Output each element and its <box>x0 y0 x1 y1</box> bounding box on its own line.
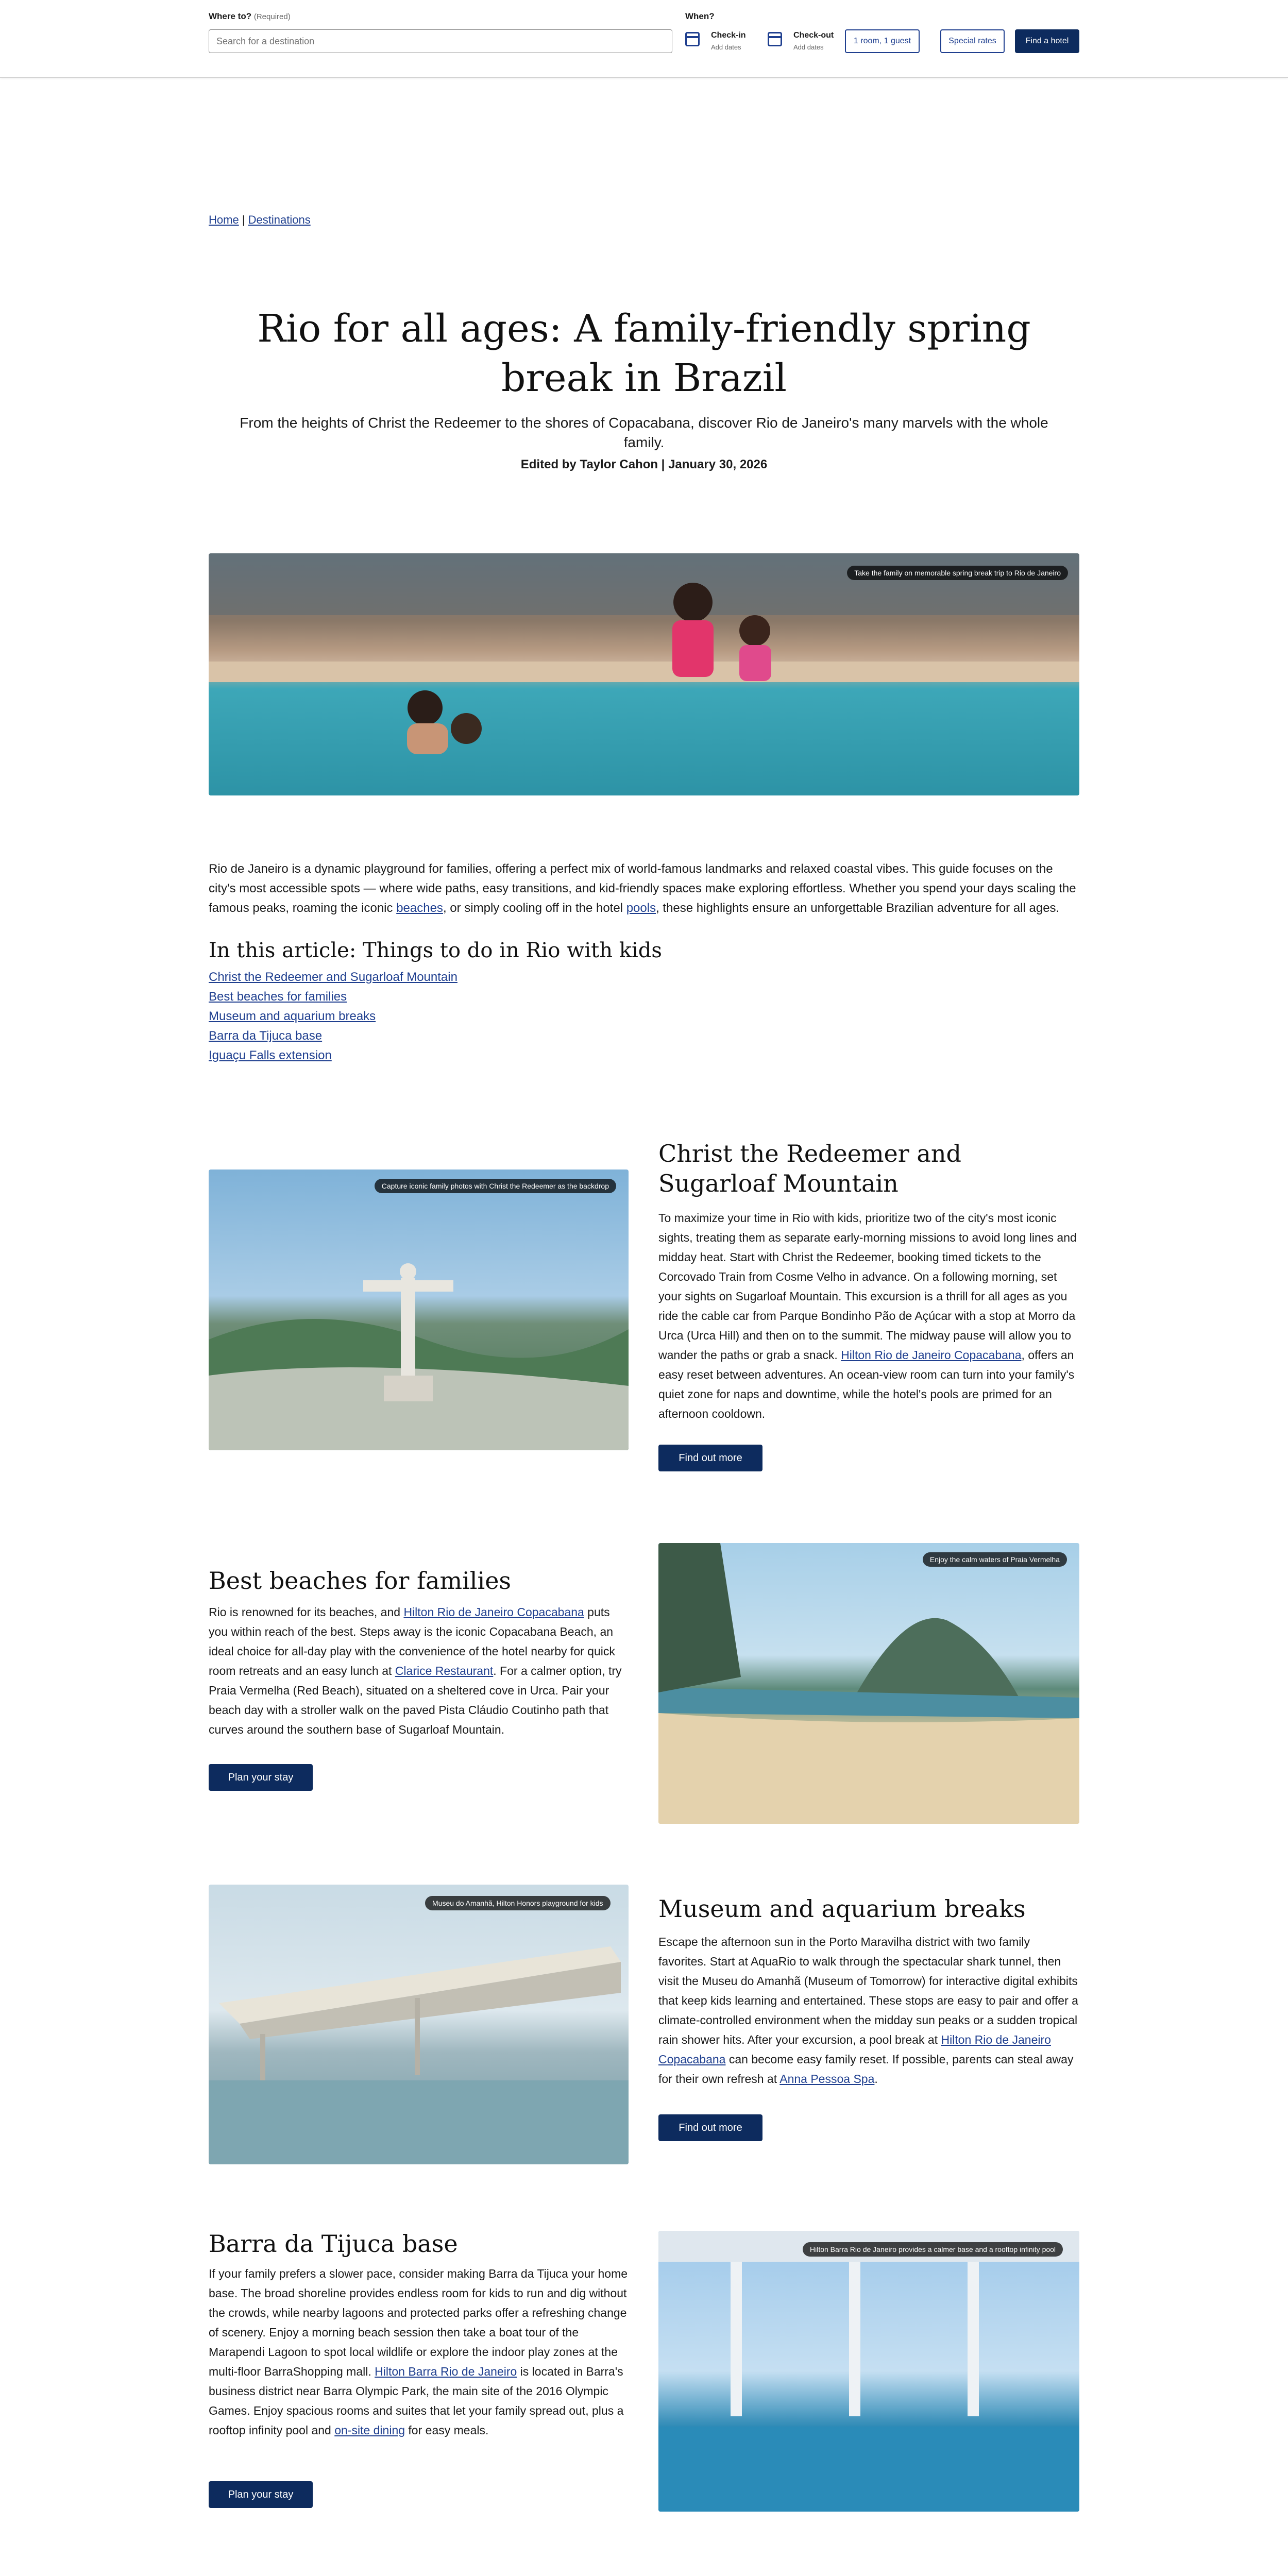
when-label: When? <box>685 11 715 21</box>
checkout-sub: Add dates <box>793 43 824 51</box>
toc-link[interactable]: Barra da Tijuca base <box>209 1029 323 1043</box>
hero-caption: Take the family on memorable spring break trip to Rio de Janeiro <box>847 566 1068 580</box>
museum-heading: Museum and aquarium breaks <box>658 1895 1026 1923</box>
barra-caption: Hilton Barra Rio de Janeiro provides a calmer base and a rooftop infinity pool <box>803 2242 1063 2257</box>
search-header <box>0 0 1288 78</box>
beaches-plan-your-stay-button[interactable]: Plan your stay <box>209 1764 313 1791</box>
checkin-label[interactable]: Check-in <box>711 31 746 40</box>
title-block <box>196 304 1092 403</box>
special-rates-button[interactable]: Special rates <box>940 29 1005 53</box>
museum-image <box>209 1885 629 2164</box>
calendar-icon[interactable] <box>685 32 700 46</box>
pools-link[interactable]: pools <box>626 901 656 915</box>
barra-illustration <box>658 2231 1079 2512</box>
hero-image <box>209 553 1079 795</box>
table-of-contents <box>209 968 457 1065</box>
toc-link[interactable]: Museum and aquarium breaks <box>209 1009 376 1023</box>
museum-find-out-more-button[interactable]: Find out more <box>658 2114 762 2141</box>
dining-link[interactable]: on-site dining <box>334 2424 405 2437</box>
intro-paragraph: Rio de Janeiro is a dynamic playground for families, offering a perfect mix of world-famous landmarks and relaxed coastal vibes. This guide focuses on the city's most accessible spots — where wide paths, easy transitions, and kid-friendly spaces make exploring effortless. Whether you spend your days scaling the famous peaks, roaming the iconic beaches, or simply cooling off in the hotel pools, these highlights ensure an unforgettable Brazilian adventure for all ages. <box>209 862 1076 915</box>
hotel-link[interactable]: Hilton Barra Rio de Janeiro <box>375 2365 517 2378</box>
rooms-guests-button[interactable]: 1 room, 1 guest <box>845 29 920 53</box>
restaurant-link[interactable]: Clarice Restaurant <box>395 1664 494 1677</box>
barra-plan-your-stay-button[interactable]: Plan your stay <box>209 2481 313 2508</box>
spa-link[interactable]: Anna Pessoa Spa <box>779 2072 875 2086</box>
beaches-text: Rio is renowned for its beaches, and Hilton Rio de Janeiro Copacabana puts you within reach of the best. Steps away is the iconic Copacabana Beach, an ideal choice for all-day play with the convenience of the hotel nearby for quick room retreats and an easy lunch at Clarice Restaurant. For a calmer option, try Praia Vermelha (Red Beach), situated on a sheltered cove in Urca. Pair your beach day with a stroller walk on the paved Pista Cláudio Coutinho path that curves around the southern base of Sugarloaf Mountain. <box>209 1605 622 1736</box>
barra-text: If your family prefers a slower pace, consider making Barra da Tijuca your home base. The broad shoreline provides endless room for kids to run and dig without the crowds, while nearby lagoons and protected parks offer a refreshing change of scenery. Enjoy a morning beach session then take a boat tour of the Marapendi Lagoon to spot local wildlife or explore the indoor play zones at the multi-floor BarraShopping mall. Hilton Barra Rio de Janeiro is located in Barra's business district near Barra Olympic Park, the main site of the 2016 Olympic Games. Enjoy spacious rooms and suites that let your family spread out, plus a rooftop infinity pool and on-site dining for easy meals. <box>209 2267 628 2437</box>
barra-image <box>658 2231 1079 2512</box>
destination-input[interactable] <box>209 29 672 53</box>
beaches-link[interactable]: beaches <box>396 901 443 915</box>
beaches-heading: Best beaches for families <box>209 1567 512 1595</box>
beach-image <box>658 1543 1079 1824</box>
breadcrumb-destinations[interactable]: Destinations <box>248 213 311 226</box>
museum-caption: Museu do Amanhã, Hilton Honors playground for kids <box>425 1896 611 1910</box>
breadcrumb <box>209 213 311 227</box>
calendar-icon[interactable] <box>768 32 782 46</box>
page-title: Rio for all ages: A family-friendly spring break in Brazil <box>257 307 1031 400</box>
hero-illustration <box>209 553 1079 795</box>
beach-illustration <box>658 1543 1079 1824</box>
checkout-label[interactable]: Check-out <box>793 31 834 40</box>
christ-heading: Christ the Redeemer and Sugarloaf Mountain <box>658 1140 961 1197</box>
hotel-link[interactable]: Hilton Rio de Janeiro Copacabana <box>841 1348 1022 1362</box>
barra-heading: Barra da Tijuca base <box>209 2230 458 2258</box>
museum-text: Escape the afternoon sun in the Porto Maravilha district with two family favorites. Start at AquaRio to walk through the spectacular shark tunnel, then visit the Museu do Amanhã (Museum of Tomorrow) for interactive digital exhibits that keep kids learning and entertained. These stops are easy to pair and offer a climate-controlled environment when the midday sun peaks or a sudden tropical rain shower hits. After your excursion, a pool break at Hilton Rio de Janeiro Copacabana can become easy family reset. If possible, parents can steal away for their own refresh at Anna Pessoa Spa. <box>658 1935 1078 2086</box>
find-hotel-button[interactable]: Find a hotel <box>1015 29 1079 53</box>
christ-caption: Capture iconic family photos with Christ the Redeemer as the backdrop <box>375 1179 616 1193</box>
checkin-sub: Add dates <box>711 43 741 51</box>
byline: Edited by Taylor Cahon | January 30, 2026 <box>520 457 768 471</box>
hotel-link[interactable]: Hilton Rio de Janeiro Copacabana <box>658 2033 1051 2066</box>
christ-text: To maximize your time in Rio with kids, prioritize two of the city's most iconic sights, treating them as separate early-morning missions to avoid long lines and midday heat. Start with Christ the Redeemer, booking timed tickets to the Corcovado Train from Cosme Velho in advance. On a following morning, set your sights on Sugarloaf Mountain. This excursion is a thrill for all ages as you ride the cable car from Parque Bondinho Pão de Açúcar with a stop at Morro da Urca (Urca Hill) and then on to the summit. The midway pause will allow you to wander the paths or grab a snack. Hilton Rio de Janeiro Copacabana, offers an easy reset between adventures. An ocean-view room can turn into your family's quiet zone for naps and downtime, while the hotel's pools are primed for an afternoon cooldown. <box>658 1211 1077 1420</box>
toc-link[interactable]: Christ the Redeemer and Sugarloaf Mountain <box>209 970 457 984</box>
museum-illustration <box>209 1885 629 2164</box>
toc-link[interactable]: Iguaçu Falls extension <box>209 1048 332 1062</box>
page-subtitle: From the heights of Christ the Redeemer to the shores of Copacabana, discover Rio de Janeiro's many marvels with the whole family. <box>240 415 1048 450</box>
breadcrumb-separator: | <box>242 213 245 226</box>
breadcrumb-home[interactable]: Home <box>209 213 239 226</box>
toc-heading: In this article: Things to do in Rio with kids <box>209 939 662 962</box>
where-label: Where to? (Required) <box>209 11 291 21</box>
toc-link[interactable]: Best beaches for families <box>209 990 347 1004</box>
beach-caption: Enjoy the calm waters of Praia Vermelha <box>923 1552 1067 1567</box>
hotel-link[interactable]: Hilton Rio de Janeiro Copacabana <box>403 1605 584 1619</box>
christ-image <box>209 1170 629 1450</box>
christ-illustration <box>209 1170 629 1450</box>
christ-find-out-more-button[interactable]: Find out more <box>658 1445 762 1471</box>
